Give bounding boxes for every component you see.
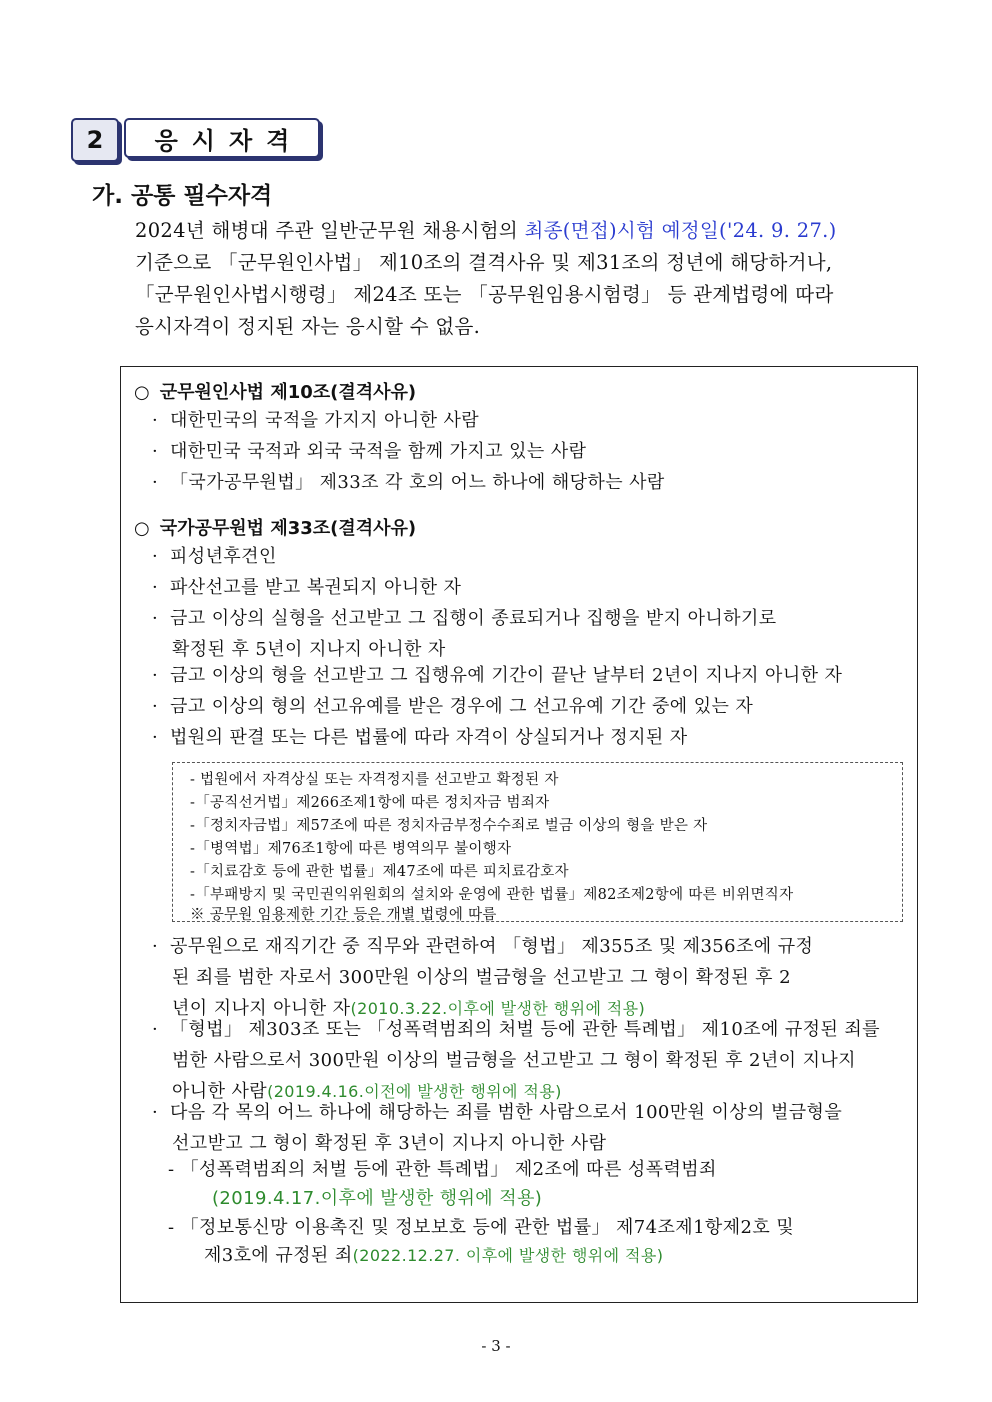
subbox-line: -「공직선거법」제266조제1항에 따른 정치자금 범죄자 bbox=[190, 795, 550, 811]
list-item-text: 다음 각 목의 어느 하나에 해당하는 죄를 범한 사람으로서 100만원 이상의 벌금형을 bbox=[170, 1102, 843, 1123]
list-item-text: 「형법」 제303조 또는 「성폭력범죄의 처벌 등에 관한 특례법」 제10조에 규정된 죄를 bbox=[170, 1019, 880, 1040]
list-item-text: 피성년후견인 bbox=[170, 546, 277, 567]
bullet-icon: · bbox=[152, 727, 159, 748]
group1-title-text: 군무원인사법 제10조(결격사유) bbox=[159, 382, 417, 403]
bullet-icon: · bbox=[152, 577, 159, 598]
bullet-icon: · bbox=[152, 472, 159, 493]
list-item bbox=[152, 541, 912, 572]
dash-item-text: 제3호에 규정된 죄 bbox=[204, 1245, 353, 1266]
applicability-note: (2019.4.17.이후에 발생한 행위에 적용) bbox=[212, 1188, 543, 1209]
list-item-text: 금고 이상의 실형을 선고받고 그 집행이 종료되거나 집행을 받지 아니하기로 bbox=[170, 608, 777, 629]
group2-title bbox=[134, 514, 416, 540]
dash-item: - 「성폭력범죄의 처벌 등에 관한 특례법」 제2조에 따른 성폭력범죄 bbox=[168, 1159, 717, 1180]
bullet-icon: · bbox=[152, 1019, 159, 1040]
list-item-text: 법원의 판결 또는 다른 법률에 따라 자격이 상실되거나 정지된 자 bbox=[170, 727, 688, 748]
bullet-icon: · bbox=[152, 441, 159, 462]
list-item bbox=[152, 1097, 912, 1159]
list-item bbox=[152, 1014, 912, 1107]
bullet-icon: · bbox=[152, 608, 159, 629]
intro-line4: 응시자격이 정지된 자는 응시할 수 없음. bbox=[135, 315, 481, 338]
list-item bbox=[152, 405, 912, 436]
subheading: 가. 공통 필수자격 bbox=[92, 183, 273, 209]
list-item-text-cont: 선고받고 그 형이 확정된 후 3년이 지나지 아니한 사람 bbox=[172, 1133, 607, 1154]
section-title: 응시자격 bbox=[124, 118, 320, 158]
bullet-icon: · bbox=[152, 696, 159, 717]
list-item bbox=[152, 931, 912, 1024]
section-number-badge: 2 bbox=[71, 118, 119, 162]
list-item-text: 공무원으로 재직기간 중 직무와 관련하여 「형법」 제355조 및 제356조에 규정 bbox=[170, 936, 814, 957]
list-item bbox=[152, 660, 912, 691]
list-item bbox=[152, 722, 912, 753]
applicability-note: (2022.12.27. 이후에 발생한 행위에 적용) bbox=[352, 1246, 664, 1265]
list-item-text-cont: 아니한 사람 bbox=[172, 1081, 268, 1102]
bullet-icon: · bbox=[152, 546, 159, 567]
intro-line2: 기준으로 「군무원인사법」 제10조의 결격사유 및 제31조의 정년에 해당하거나, bbox=[135, 251, 833, 274]
subbox-line: -「정치자금법」제57조에 따른 정치자금부정수수죄로 벌금 이상의 형을 받은 자 bbox=[190, 818, 708, 834]
applicability-note: (2010.3.22.이후에 발생한 행위에 적용) bbox=[350, 999, 646, 1018]
subbox-line: -「부패방지 및 국민권익위원회의 설치와 운영에 관한 법률」제82조제2항에 따른 비위면직자 bbox=[190, 887, 794, 903]
intro-line1: 2024년 해병대 주관 일반군무원 채용시험의 bbox=[135, 219, 525, 242]
list-item bbox=[152, 603, 912, 665]
list-item-text-cont: 년이 지나지 아니한 자 bbox=[172, 998, 351, 1019]
group1-title bbox=[134, 378, 416, 404]
bullet-icon: · bbox=[152, 1102, 159, 1123]
list-item bbox=[152, 467, 912, 498]
bullet-icon: · bbox=[152, 665, 159, 686]
circle-bullet-icon: ○ bbox=[134, 382, 150, 403]
list-item bbox=[152, 572, 912, 603]
intro-deadline: 최종(면접)시험 예정일('24. 9. 27.) bbox=[524, 219, 837, 242]
applicability-note: (2019.4.16.이전에 발생한 행위에 적용) bbox=[267, 1082, 562, 1101]
circle-bullet-icon: ○ bbox=[134, 518, 150, 539]
page-number: - 3 - bbox=[481, 1337, 511, 1355]
list-item-text: 금고 이상의 형의 선고유예를 받은 경우에 그 선고유예 기간 중에 있는 자 bbox=[170, 696, 754, 717]
subbox-line: -「병역법」제76조1항에 따른 병역의무 불이행자 bbox=[190, 841, 512, 857]
bullet-icon: · bbox=[152, 410, 159, 431]
list-item-text: 「국가공무원법」 제33조 각 호의 어느 하나에 해당하는 사람 bbox=[170, 472, 665, 493]
subbox-line: -「치료감호 등에 관한 법률」제47조에 따른 피치료감호자 bbox=[190, 864, 569, 880]
list-item-text-cont: 범한 사람으로서 300만원 이상의 벌금형을 선고받고 그 형이 확정된 후 2년이 지나지 bbox=[172, 1050, 856, 1071]
subbox-note: ※ 공무원 임용제한 기간 등은 개별 법령에 따름 bbox=[190, 907, 497, 923]
dash-item: - 「정보통신망 이용촉진 및 정보보호 등에 관한 법률」 제74조제1항제2호 및 bbox=[168, 1217, 795, 1238]
list-item-text: 금고 이상의 형을 선고받고 그 집행유예 기간이 끝난 날부터 2년이 지나지 아니한 자 bbox=[170, 665, 843, 686]
list-item-text: 대한민국의 국적을 가지지 아니한 사람 bbox=[170, 410, 480, 431]
group2-title-text: 국가공무원법 제33조(결격사유) bbox=[159, 518, 417, 539]
dash-item-cont bbox=[204, 1241, 663, 1271]
list-item-text-cont: 확정된 후 5년이 지나지 아니한 자 bbox=[172, 639, 446, 660]
intro-paragraph bbox=[135, 215, 920, 343]
subbox-line: - 법원에서 자격상실 또는 자격정지를 선고받고 확정된 자 bbox=[190, 772, 559, 788]
list-item-text: 파산선고를 받고 복권되지 아니한 자 bbox=[170, 577, 462, 598]
list-item bbox=[152, 691, 912, 722]
list-item-text-cont: 된 죄를 범한 자로서 300만원 이상의 벌금형을 선고받고 그 형이 확정된 후 2 bbox=[172, 967, 791, 988]
list-item bbox=[152, 436, 912, 467]
bullet-icon: · bbox=[152, 936, 159, 957]
intro-line3: 「군무원인사법시행령」 제24조 또는 「공무원임용시험령」 등 관계법령에 따라 bbox=[135, 283, 834, 306]
list-item-text: 대한민국 국적과 외국 국적을 함께 가지고 있는 사람 bbox=[170, 441, 587, 462]
